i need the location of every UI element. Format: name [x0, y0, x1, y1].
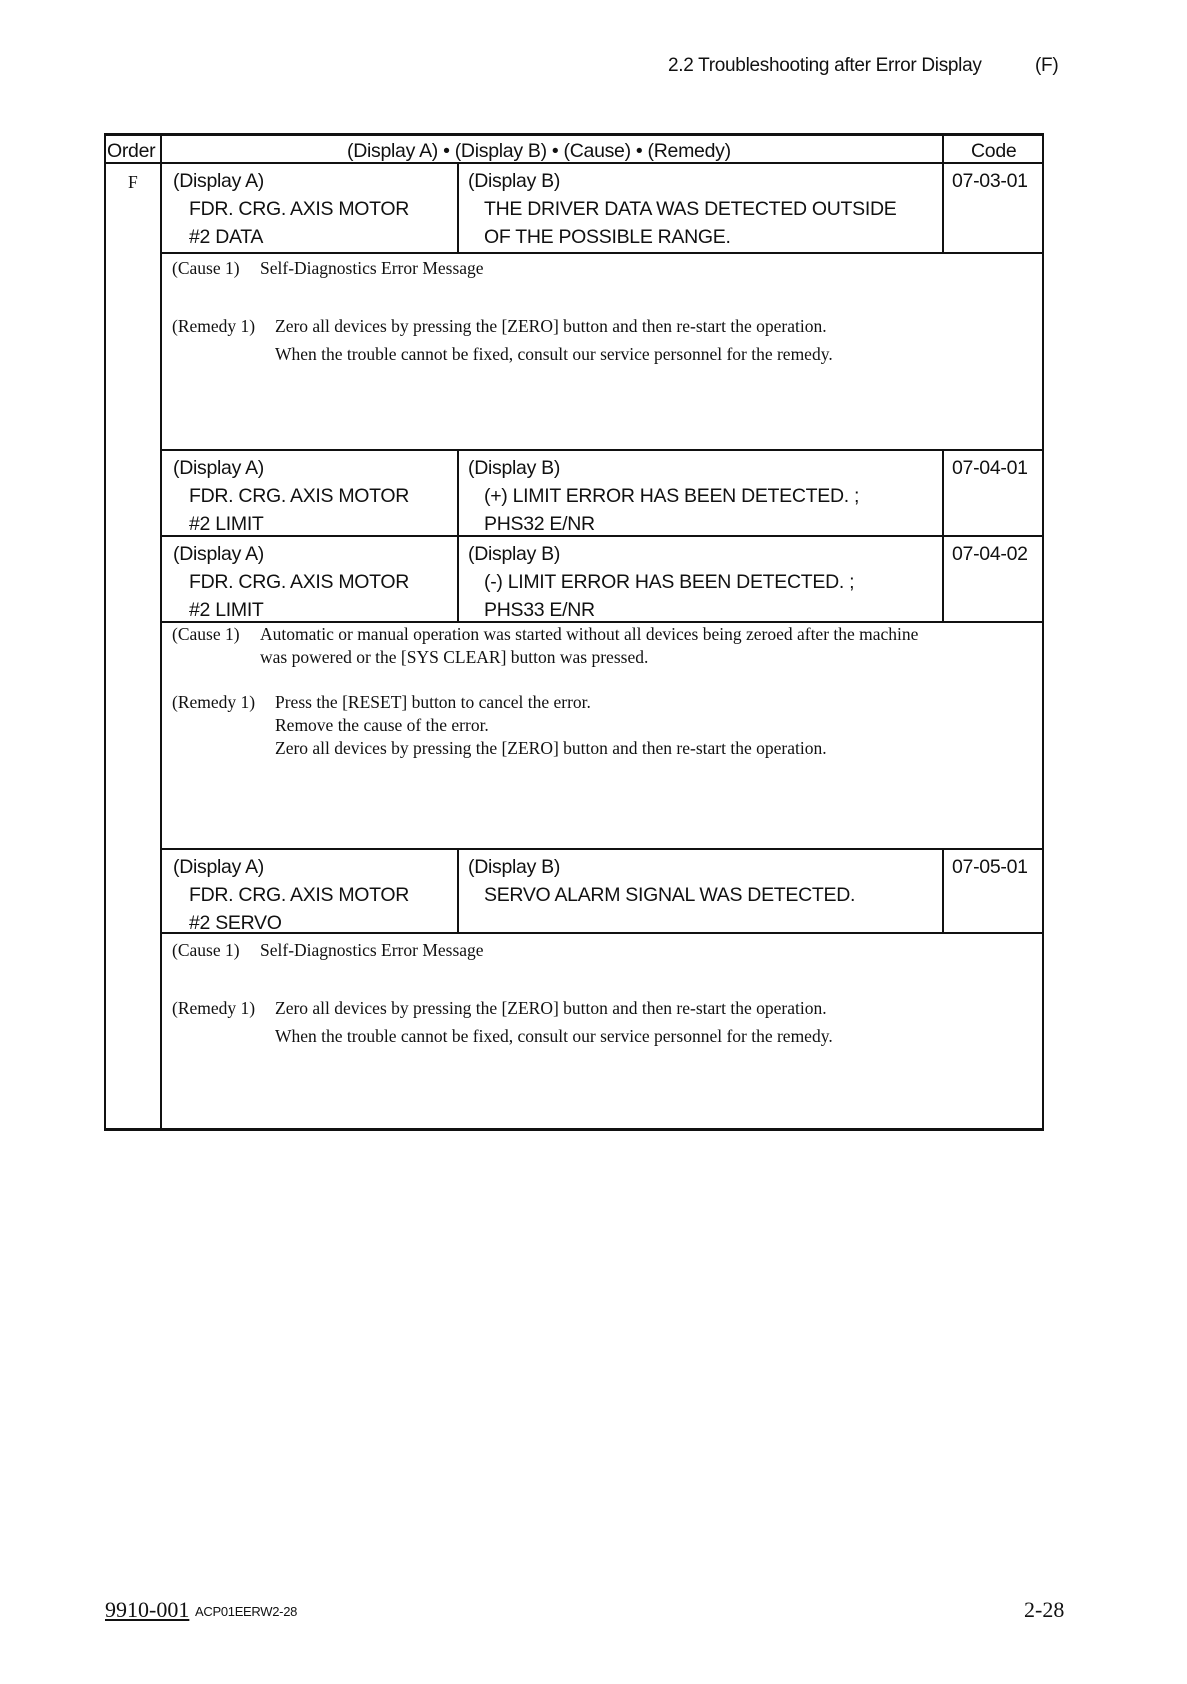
error-code: 07-05-01 — [952, 856, 1028, 878]
display-b-line2: PHS33 E/NR — [484, 599, 595, 621]
table-rule — [942, 449, 944, 535]
cause-text: Self-Diagnostics Error Message — [260, 940, 484, 960]
table-rule — [104, 1128, 1044, 1131]
header-order: Order — [107, 140, 156, 162]
cause-label: (Cause 1) — [172, 258, 240, 278]
page-number: 2-28 — [1024, 1597, 1065, 1622]
doc-code: ACP01EERW2-28 — [195, 1604, 298, 1619]
display-a-line1: FDR. CRG. AXIS MOTOR — [189, 884, 410, 906]
remedy-label: (Remedy 1) — [172, 998, 256, 1018]
table-rule — [160, 621, 1044, 623]
display-b-label: (Display B) — [468, 170, 561, 192]
cause-text: was powered or the [SYS CLEAR] button was pressed. — [260, 647, 649, 667]
remedy-text: When the trouble cannot be fixed, consult our service personnel for the remedy. — [275, 1026, 833, 1046]
cause-text: Automatic or manual operation was started without all devices being zeroed after the machine — [260, 624, 919, 644]
display-a-line2: #2 LIMIT — [189, 513, 264, 535]
error-code: 07-03-01 — [952, 170, 1028, 192]
display-b-line2: PHS32 E/NR — [484, 513, 595, 535]
table-rule — [942, 848, 944, 932]
display-b-line1: SERVO ALARM SIGNAL WAS DETECTED. — [484, 884, 856, 906]
remedy-text: Zero all devices by pressing the [ZERO] button and then re-start the operation. — [275, 738, 827, 758]
remedy-text: Zero all devices by pressing the [ZERO] button and then re-start the operation. — [275, 998, 827, 1018]
display-a-line1: FDR. CRG. AXIS MOTOR — [189, 571, 410, 593]
table-rule — [160, 535, 1044, 537]
cause-label: (Cause 1) — [172, 624, 240, 644]
table-rule — [457, 848, 459, 932]
remedy-text: Remove the cause of the error. — [275, 715, 489, 735]
display-a-label: (Display A) — [173, 856, 264, 878]
doc-number: 9910-001 — [105, 1597, 190, 1622]
table-rule — [160, 848, 1044, 850]
table-rule — [457, 535, 459, 621]
display-b-line1: (-) LIMIT ERROR HAS BEEN DETECTED. ; — [484, 571, 855, 593]
display-a-line2: #2 LIMIT — [189, 599, 264, 621]
table-rule — [457, 449, 459, 535]
table-rule — [942, 133, 944, 162]
table-rule — [160, 449, 1044, 451]
display-a-line2: #2 DATA — [189, 226, 264, 248]
remedy-text: Zero all devices by pressing the [ZERO] button and then re-start the operation. — [275, 316, 827, 336]
table-rule — [942, 535, 944, 621]
display-a-line1: FDR. CRG. AXIS MOTOR — [189, 198, 410, 220]
error-code: 07-04-02 — [952, 543, 1028, 565]
remedy-text: Press the [RESET] button to cancel the error. — [275, 692, 591, 712]
header-code: Code — [971, 140, 1017, 162]
display-b-line2: OF THE POSSIBLE RANGE. — [484, 226, 731, 248]
remedy-label: (Remedy 1) — [172, 316, 256, 336]
table-rule — [104, 133, 1044, 136]
section-title: 2.2 Troubleshooting after Error Display — [668, 55, 982, 76]
display-b-label: (Display B) — [468, 543, 561, 565]
display-a-label: (Display A) — [173, 170, 264, 192]
cause-text: Self-Diagnostics Error Message — [260, 258, 484, 278]
table-rule — [942, 162, 944, 252]
order-value: F — [128, 172, 138, 192]
table-rule — [104, 133, 106, 1130]
display-b-label: (Display B) — [468, 856, 561, 878]
table-rule — [160, 932, 1044, 934]
display-a-label: (Display A) — [173, 457, 264, 479]
error-code: 07-04-01 — [952, 457, 1028, 479]
table-rule — [160, 252, 1044, 254]
display-a-line2: #2 SERVO — [189, 912, 282, 934]
table-rule — [160, 133, 162, 1130]
display-a-line1: FDR. CRG. AXIS MOTOR — [189, 485, 410, 507]
cause-label: (Cause 1) — [172, 940, 240, 960]
header-content: (Display A) • (Display B) • (Cause) • (Remedy) — [347, 140, 731, 162]
display-a-label: (Display A) — [173, 543, 264, 565]
remedy-label: (Remedy 1) — [172, 692, 256, 712]
table-rule — [457, 162, 459, 252]
display-b-line1: (+) LIMIT ERROR HAS BEEN DETECTED. ; — [484, 485, 860, 507]
display-b-label: (Display B) — [468, 457, 561, 479]
remedy-text: When the trouble cannot be fixed, consult our service personnel for the remedy. — [275, 344, 833, 364]
section-tag: (F) — [1035, 55, 1059, 76]
display-b-line1: THE DRIVER DATA WAS DETECTED OUTSIDE — [484, 198, 897, 220]
table-rule — [1042, 133, 1044, 1130]
